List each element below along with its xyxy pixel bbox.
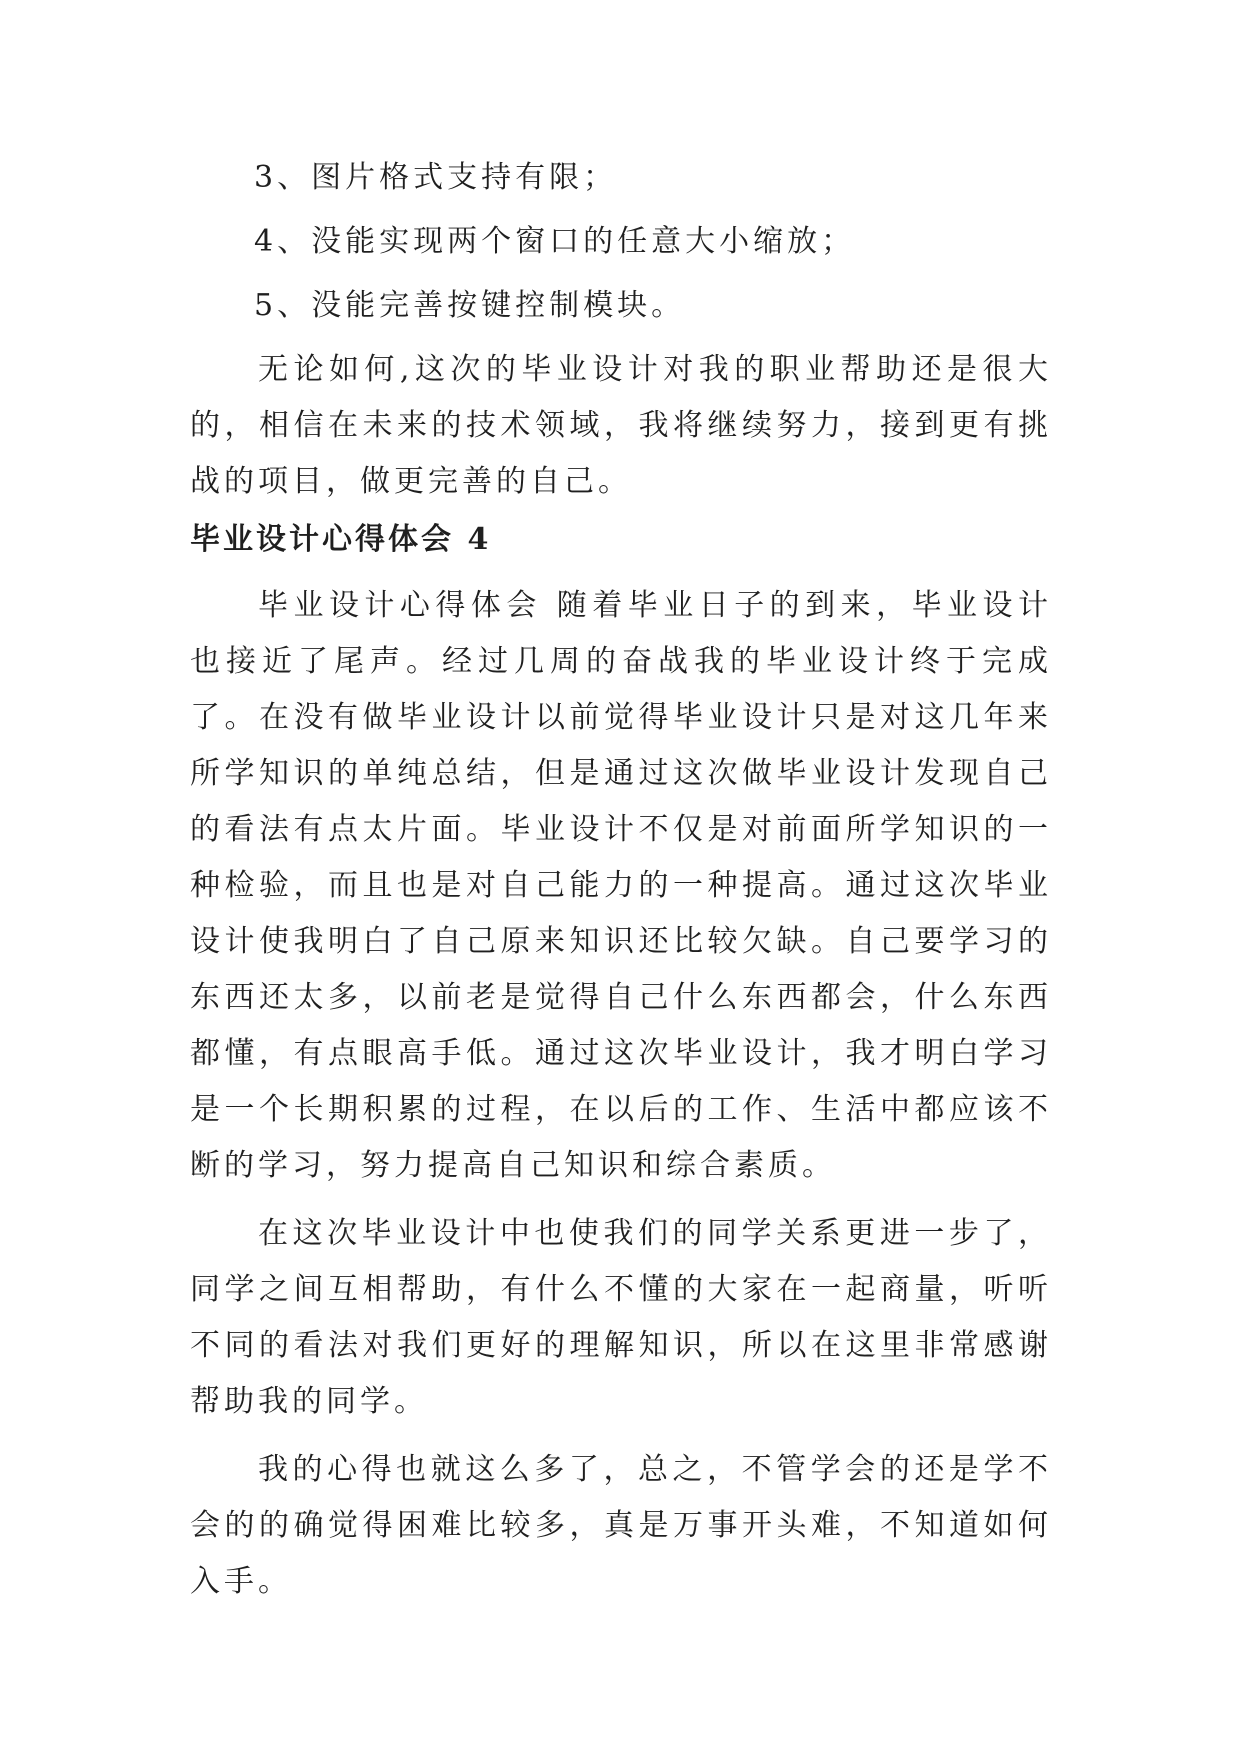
closing-paragraph: 无论如何,这次的毕业设计对我的职业帮助还是很大的，相信在未来的技术领域，我将继续努力，接到更有挑战的项目，做更完善的自己。 [190,352,1052,499]
list-item: 5、没能完善按键控制模块。 [254,288,686,323]
body-paragraph: 毕业设计心得体会 随着毕业日子的到来，毕业设计也接近了尾声。经过几周的奋战我的毕业设计终于完成了。在没有做毕业设计以前觉得毕业设计只是对这几年来所学知识的单纯总结，但是通过这次做毕业设计发现自己的看法有点太片面。毕业设计不仅是对前面所学知识的一种检验，而且也是对自己能力的一种提高。通过这次毕业设计使我明白了自己原来知识还比较欠缺。自己要学习的东西还太多，以前老是觉得自己什么东西都会，什么东西都懂，有点眼高手低。通过这次毕业设计，我才明白学习是一个长期积累的过程，在以后的工作、生活中都应该不断的学习，努力提高自己知识和综合素质。 [190,588,1052,1183]
body-paragraph: 我的心得也就这么多了，总之，不管学会的还是学不会的的确觉得困难比较多，真是万事开头难，不知道如何入手。 [190,1452,1052,1599]
section-heading: 毕业设计心得体会 4 [190,522,492,557]
list-item: 4、没能实现两个窗口的任意大小缩放； [254,224,856,259]
document-page [190,150,1052,1610]
body-paragraph: 在这次毕业设计中也使我们的同学关系更进一步了，同学之间互相帮助，有什么不懂的大家在一起商量，听听不同的看法对我们更好的理解知识，所以在这里非常感谢帮助我的同学。 [190,1216,1052,1419]
list-item: 3、图片格式支持有限； [254,160,618,195]
